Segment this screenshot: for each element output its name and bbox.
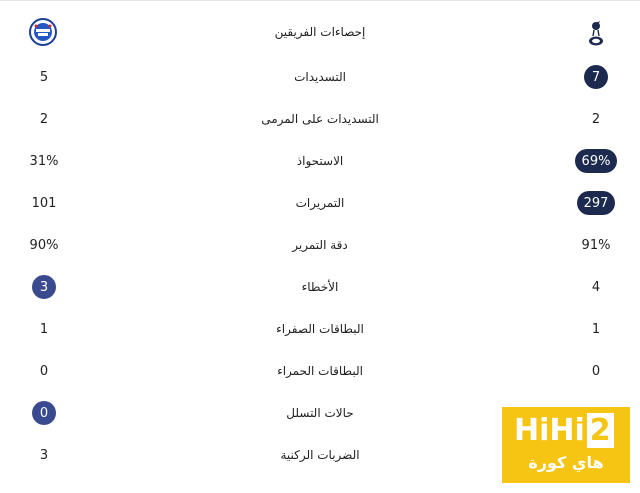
away-value: 2 bbox=[39, 111, 49, 127]
away-value: 3 bbox=[39, 447, 49, 463]
hihi2-watermark-logo bbox=[502, 407, 630, 483]
stat-row bbox=[0, 98, 640, 140]
home-value-cell bbox=[552, 98, 640, 140]
away-value-cell bbox=[0, 392, 88, 434]
stat-label: البطاقات الصفراء bbox=[276, 322, 364, 336]
stat-label: حالات التسلل bbox=[286, 406, 354, 420]
home-value-cell bbox=[552, 224, 640, 266]
away-value: 101 bbox=[31, 195, 57, 211]
stat-label: التسديدات bbox=[294, 70, 346, 84]
home-value-cell bbox=[552, 140, 640, 182]
home-value: 0 bbox=[591, 363, 601, 379]
stat-row bbox=[0, 182, 640, 224]
stat-row bbox=[0, 350, 640, 392]
home-value: 4 bbox=[591, 279, 601, 295]
home-value-cell bbox=[552, 266, 640, 308]
stat-label: التمريرات bbox=[295, 196, 345, 210]
stat-row bbox=[0, 56, 640, 98]
home-value: 2 bbox=[591, 111, 601, 127]
stat-row bbox=[0, 308, 640, 350]
home-value-cell bbox=[552, 182, 640, 224]
home-value: 7 bbox=[584, 65, 608, 89]
away-value-cell bbox=[0, 98, 88, 140]
away-value-cell bbox=[0, 266, 88, 308]
watermark-brand: HiHi 2 bbox=[514, 413, 614, 448]
home-value: 297 bbox=[577, 191, 616, 215]
stats-header bbox=[0, 9, 640, 55]
away-value: 3 bbox=[32, 275, 56, 299]
away-value: 0 bbox=[39, 363, 49, 379]
stat-label: دقة التمرير bbox=[292, 238, 348, 252]
fc-copenhagen-crest-icon bbox=[28, 17, 58, 47]
away-value: 31% bbox=[29, 153, 59, 169]
stat-label: البطاقات الحمراء bbox=[277, 364, 363, 378]
away-value: 5 bbox=[39, 69, 49, 85]
away-value-cell bbox=[0, 350, 88, 392]
home-value: 69% bbox=[575, 149, 618, 173]
stat-label: الضربات الركنية bbox=[280, 448, 360, 462]
away-value-cell bbox=[0, 140, 88, 182]
away-value-cell bbox=[0, 224, 88, 266]
away-value: 1 bbox=[39, 321, 49, 337]
home-value-cell bbox=[552, 308, 640, 350]
stat-row bbox=[0, 266, 640, 308]
home-value: 91% bbox=[581, 237, 611, 253]
stat-label: التسديدات على المرمى bbox=[261, 112, 379, 126]
stat-label: الأخطاء bbox=[301, 280, 339, 294]
away-value: 0 bbox=[32, 401, 56, 425]
stats-title: إحصاءات الفريقين bbox=[274, 25, 366, 39]
home-value-cell bbox=[552, 56, 640, 98]
away-value-cell bbox=[0, 308, 88, 350]
stat-row bbox=[0, 224, 640, 266]
away-value-cell bbox=[0, 182, 88, 224]
stat-label: الاستحواذ bbox=[296, 154, 344, 168]
home-value-cell bbox=[552, 350, 640, 392]
home-value: 1 bbox=[591, 321, 601, 337]
stat-row bbox=[0, 140, 640, 182]
tottenham-crest-icon bbox=[582, 17, 610, 49]
away-value-cell bbox=[0, 56, 88, 98]
away-value: 90% bbox=[29, 237, 59, 253]
away-value-cell bbox=[0, 434, 88, 476]
watermark-arabic: هاي كورة bbox=[528, 453, 604, 472]
